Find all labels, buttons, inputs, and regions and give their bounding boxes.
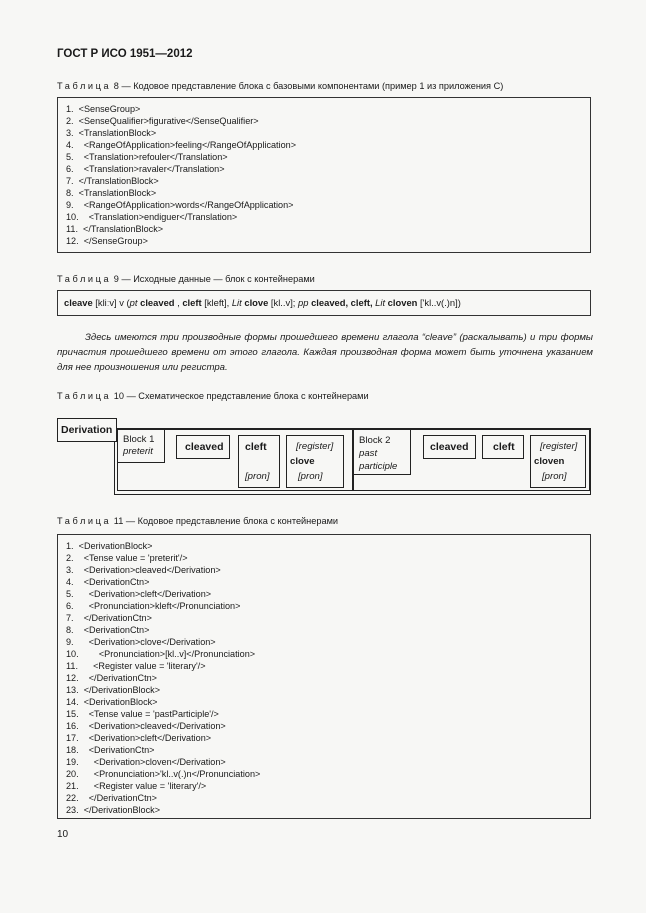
table10-caption [57,391,369,401]
code-line: 12. </DerivationCtn> [66,673,157,683]
form-clove: clove [241,297,269,308]
b1-cleft: cleft [245,441,267,453]
block2-tense-1: past [359,448,378,459]
b1-clove-pron: [pron] [298,471,323,482]
block1-tense: preterit [123,446,153,457]
b1-clove-container [286,435,344,488]
code-line: 3. <TranslationBlock> [66,128,157,138]
block2-title: Block 2 [359,435,391,446]
derivation-diagram [57,418,591,498]
code-line: 19. <Derivation>cloven</Derivation> [66,757,226,767]
block1-title: Block 1 [123,434,155,445]
code-line: 4. <RangeOfApplication>feeling</RangeOfApplication> [66,140,297,150]
table11-code-list [58,535,590,816]
code-line: 23. </DerivationBlock> [66,805,161,815]
code-line: 6. <Translation>ravaler</Translation> [66,164,225,174]
form-cleft: cleft [182,297,202,308]
code-line: 17. <Derivation>cleft</Derivation> [66,733,212,743]
code-line: 10. <Translation>endiguer</Translation> [66,212,238,222]
code-line: 20. <Pronunciation>'kl..v(.)n</Pronunciation> [66,769,261,779]
code-line: 7. </DerivationCtn> [66,613,152,623]
code-line: 2. <SenseQualifier>figurative</SenseQualifier> [66,116,259,126]
pt-label: pt [129,297,138,308]
code-line: 14. <DerivationBlock> [66,697,158,707]
b1-cleft-container [238,435,280,488]
code-line: 5. <Translation>refouler</Translation> [66,152,228,162]
code-line: 6. <Pronunciation>kleft</Pronunciation> [66,601,241,611]
table10-caption-word: Таблица [57,391,112,401]
block2-tense-2: participle [359,461,398,472]
b2-cleft-box: cleft [482,435,524,459]
code-line: 3. <Derivation>cleaved</Derivation> [66,565,221,575]
table11-caption [57,516,338,526]
headword: cleave [64,297,93,308]
table11-code-box [57,534,591,819]
table11-caption-text: 11 — Кодовое представление блока с контейнерами [113,516,339,526]
code-line: 8. <TranslationBlock> [66,188,157,198]
table8-code-list [58,98,590,247]
code-line: 5. <Derivation>cleft</Derivation> [66,589,212,599]
code-line: 10. <Pronunciation>[kl..v]</Pronunciation> [66,649,256,659]
code-line: 8. <DerivationCtn> [66,625,150,635]
entry-text: ['kl..v(.)n]) [417,297,461,308]
code-line: 21. <Register value = 'literary'/> [66,781,207,791]
table9-caption [57,274,315,284]
entry-text: [kleft], [201,297,232,308]
code-line: 15. <Tense value = 'pastParticiple'/> [66,709,219,719]
entry-text: , [174,297,183,308]
table9-caption-word: Таблица [57,274,112,284]
pp-forms: cleaved, cleft, [308,297,376,308]
code-line: 4. <DerivationCtn> [66,577,150,587]
table8-caption-word: Таблица [57,81,112,91]
b2-cleaved-box: cleaved [423,435,476,459]
code-line: 9. <Derivation>clove</Derivation> [66,637,216,647]
table9-caption-text: 9 — Исходные данные — блок с контейнерами [113,274,315,284]
code-line: 22. </DerivationCtn> [66,793,157,803]
code-line: 11. <Register value = 'literary'/> [66,661,206,671]
table11-caption-word: Таблица [57,516,112,526]
derivation-label: Derivation [57,418,117,442]
b2-cloven-container [530,435,586,488]
code-line: 7. </TranslationBlock> [66,176,159,186]
code-line: 2. <Tense value = 'preterit'/> [66,553,188,563]
lit-label: Lit [375,297,386,308]
b1-clove: clove [290,456,315,467]
table10-caption-text: 10 — Схематическое представление блока с контейнерами [113,391,369,401]
code-line: 12. </SenseGroup> [66,236,148,246]
block1-label [117,429,165,463]
entry-text: [kl..v]; [268,297,299,308]
block2-label [353,429,411,475]
explanatory-paragraph: Здесь имеются три производные формы прошедшего времени глагола “cleave” (раскалывать) и три формы причастия прошедшего времени от этого глагола. Каждая производная форма может быть уточнена указанием для нее произношения или регистра. [57,332,593,373]
pp-label: pp [298,297,309,308]
form-cloven: cloven [385,297,418,308]
code-line: 1. <SenseGroup> [66,104,141,114]
lit-label: Lit [231,297,242,308]
b2-register: [register] [540,441,578,452]
table8-caption [57,81,503,91]
code-line: 13. </DerivationBlock> [66,685,161,695]
document-code: ГОСТ Р ИСО 1951—2012 [57,48,193,60]
b2-cloven: cloven [534,456,565,467]
entry-text: [kliːv] v ( [92,297,130,308]
code-line: 1. <DerivationBlock> [66,541,153,551]
code-line: 11. </TranslationBlock> [66,224,164,234]
table8-caption-text: 8 — Кодовое представление блока с базовыми компонентами (пример 1 из приложения С) [113,81,504,91]
b2-cloven-pron: [pron] [542,471,567,482]
code-line: 16. <Derivation>cleaved</Derivation> [66,721,226,731]
table9-entry-box [57,290,591,316]
form-cleaved: cleaved [137,297,175,308]
b1-register: [register] [296,441,334,452]
b1-cleaved-box: cleaved [176,435,230,459]
code-line: 9. <RangeOfApplication>words</RangeOfApplication> [66,200,294,210]
page-number: 10 [57,829,69,840]
b1-cleft-pron: [pron] [245,471,270,482]
table8-code-box [57,97,591,253]
code-line: 18. <DerivationCtn> [66,745,155,755]
